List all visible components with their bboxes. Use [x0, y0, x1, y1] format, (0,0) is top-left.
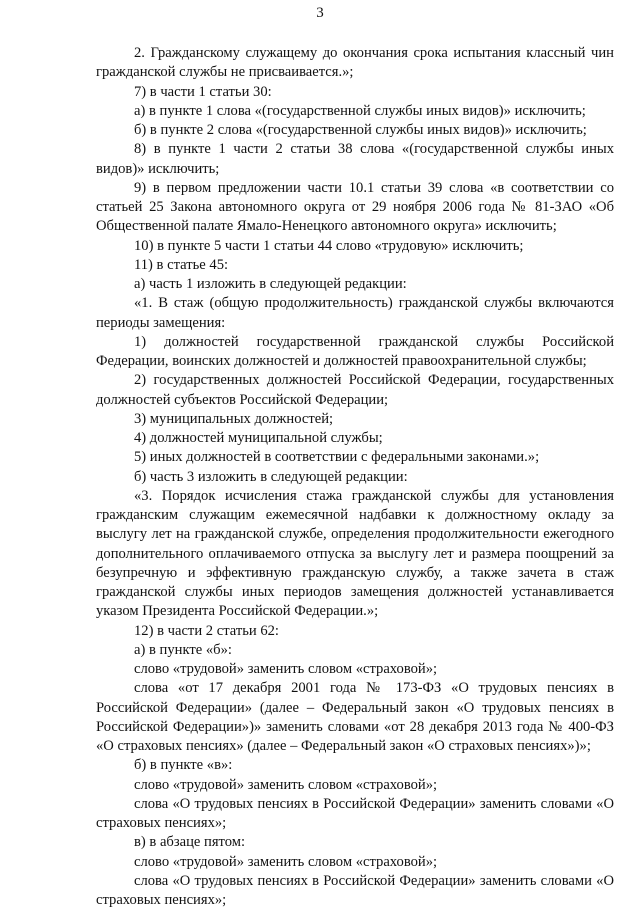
paragraph: б) в пункте «в»:	[134, 757, 233, 774]
paragraph: 7) в части 1 статьи 30:	[134, 83, 272, 100]
paragraph: 11) в статье 45:	[134, 256, 229, 273]
paragraph: слова «от 17 декабря 2001 года № 173-ФЗ «О трудовых пенсиях в Российской Федерации» (далее – Федеральный закон «О трудовых пенсиях в Российской Федерации»)» заменить словами «от 28 декабря 2013 года № 400-ФЗ «О страховых пенсиях» (далее – Федеральный закон «О страховых пенсиях»)»;	[96, 680, 614, 754]
paragraph: слово «трудовой» заменить словом «страховой»;	[134, 776, 438, 793]
document-body	[96, 44, 614, 910]
paragraph: «1. В стаж (общую продолжительность) гражданской службы включаются периоды замещения:	[96, 295, 614, 331]
paragraph: в) в абзаце пятом:	[134, 834, 246, 851]
paragraph: слова «О трудовых пенсиях в Российской Федерации» заменить словами «О страховых пенсиях»;	[96, 872, 614, 908]
paragraph: 2. Гражданскому служащему до окончания срока испытания классный чин гражданской службы не присваивается.»;	[96, 45, 614, 81]
paragraph: 10) в пункте 5 части 1 статьи 44 слово «трудовую» исключить;	[134, 237, 524, 254]
paragraph: 12) в части 2 статьи 62:	[134, 622, 279, 639]
page-number: 3	[316, 5, 324, 21]
paragraph: б) в пункте 2 слова «(государственной службы иных видов)» исключить;	[134, 122, 587, 138]
paragraph: слова «О трудовых пенсиях в Российской Федерации» заменить словами «О страховых пенсиях»;	[96, 795, 614, 831]
paragraph: а) в пункте «б»:	[134, 641, 232, 658]
paragraph: а) в пункте 1 слова «(государственной службы иных видов)» исключить;	[134, 102, 586, 119]
paragraph: 8) в пункте 1 части 2 статьи 38 слова «(государственной службы иных видов)» исключить;	[96, 141, 614, 177]
paragraph: «3. Порядок исчисления стажа гражданской службы для установления гражданским служащим ежемесячной надбавки к должностному окладу за выслугу лет на гражданской службе, определения продолжительности ежегодного дополнительного оплачиваемого отпуска за выслугу лет и размера поощрений за безупречную и эффективную гражданскую службу, а также зачета в стаж гражданской службы иных периодов замещения должностей устанавливается указом Президента Российской Федерации.»;	[96, 487, 614, 620]
paragraph: 5) иных должностей в соответствии с федеральными законами.»;	[134, 449, 540, 466]
paragraph: а) часть 1 изложить в следующей редакции:	[134, 276, 407, 292]
paragraph: слово «трудовой» заменить словом «страховой»;	[134, 853, 438, 870]
paragraph: 3) муниципальных должностей;	[134, 410, 334, 427]
paragraph: 1) должностей государственной гражданской службы Российской Федерации, воинских должностей и должностей правоохранительной службы;	[96, 333, 614, 369]
paragraph: 9) в первом предложении части 10.1 статьи 39 слова «в соответствии со статьей 25 Закона автономного округа от 29 ноября 2006 года № 81-ЗАО «Об Общественной палате Ямало-Ненецкого автономного округа» исключить;	[96, 179, 614, 235]
paragraph: слово «трудовой» заменить словом «страховой»;	[134, 661, 438, 677]
paragraph: 2) государственных должностей Российской Федерации, государственных должностей субъектов Российской Федерации;	[96, 372, 614, 408]
paragraph: 4) должностей муниципальной службы;	[134, 430, 383, 446]
paragraph: б) часть 3 изложить в следующей редакции:	[134, 468, 408, 485]
